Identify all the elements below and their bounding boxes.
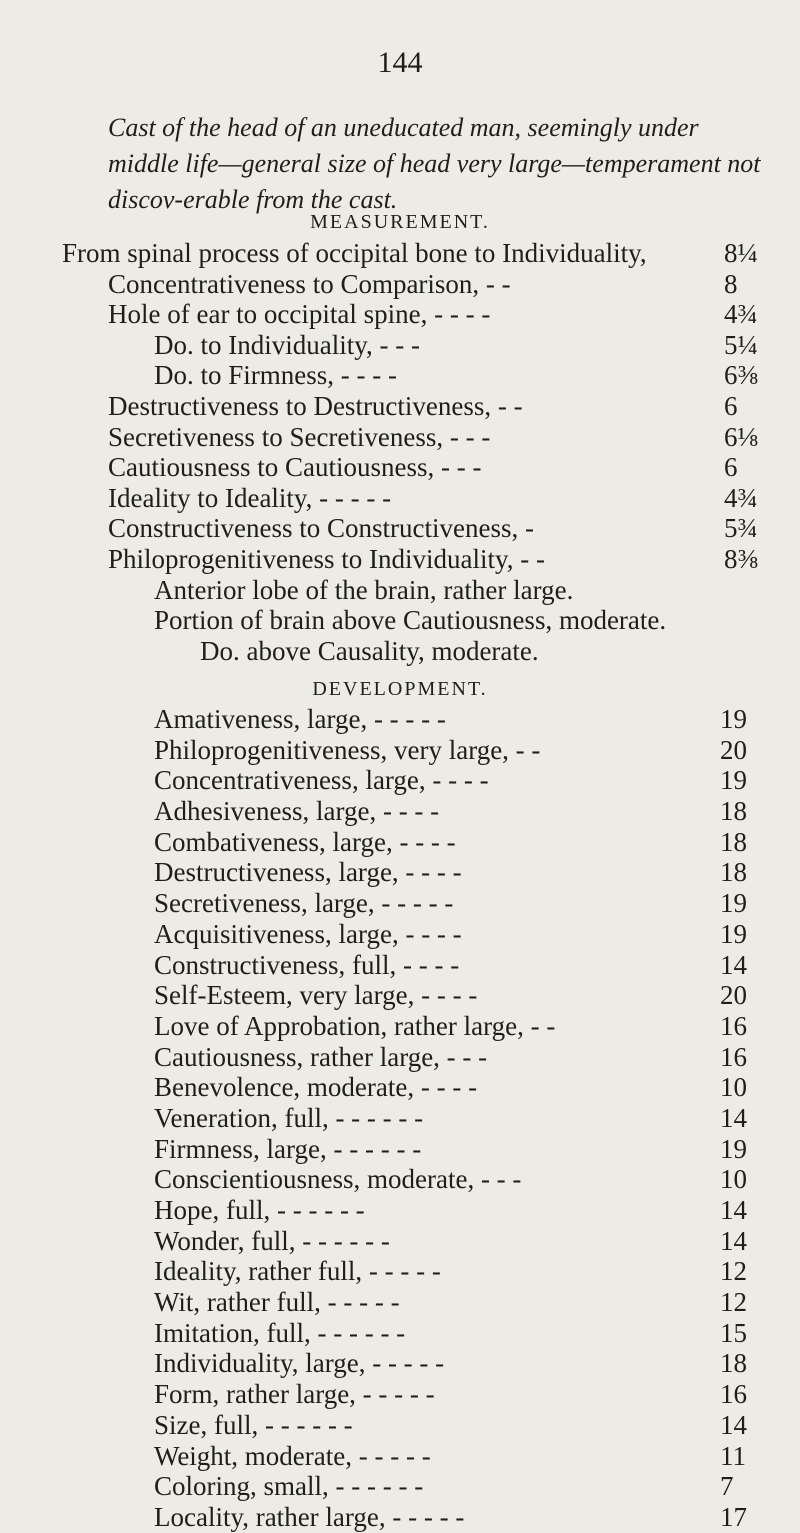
development-row [0,796,800,827]
faculty-value: 12 [720,1287,747,1318]
faculty-value: 20 [720,980,747,1011]
measurement-value: 6⅛ [724,421,758,452]
measurement-label: Cautiousness to Cautiousness, - - - [108,452,482,483]
faculty-value: 14 [720,1195,747,1225]
faculty-value: 18 [720,857,747,888]
measurement-value: 8¼ [724,238,758,268]
faculty-label: Concentrativeness, large, - - - - [154,765,489,796]
faculty-label: Wonder, full, - - - - - - [154,1225,390,1256]
measurement-label: Destructiveness to Destructiveness, - - [108,390,523,421]
faculty-value: 16 [720,1041,747,1072]
faculty-value: 14 [720,949,747,980]
faculty-value: 14 [720,1102,747,1133]
faculty-value: 19 [720,918,747,949]
measurement-note [0,605,800,636]
development-row [0,1256,800,1287]
measurement-row [0,238,800,269]
faculty-label: Secretiveness, large, - - - - - [154,888,454,919]
faculty-value: 19 [720,888,747,919]
faculty-label: Veneration, full, - - - - - - [154,1102,424,1133]
development-row [0,1502,800,1533]
development-row [0,980,800,1011]
development-row [0,1134,800,1165]
development-row [0,1348,800,1379]
development-row [0,919,800,950]
development-row [0,1226,800,1257]
faculty-value: 18 [720,796,747,827]
faculty-value: 20 [720,734,747,765]
development-row [0,735,800,766]
measurement-value: 6⅜ [724,360,758,391]
faculty-label: Coloring, small, - - - - - - [154,1471,424,1502]
faculty-label: Firmness, large, - - - - - - [154,1133,422,1164]
measurement-label: Do. above Causality, moderate. [200,635,539,666]
faculty-label: Amativeness, large, - - - - - [154,704,446,734]
development-row [0,827,800,858]
measurement-label: Do. to Firmness, - - - - [154,360,397,391]
development-row [0,1195,800,1226]
measurement-label: Do. to Individuality, - - - [154,329,420,360]
development-row [0,1379,800,1410]
faculty-label: Benevolence, moderate, - - - - [154,1072,478,1103]
measurement-label: Constructiveness to Constructiveness, - [108,513,534,544]
page-number: 144 [377,46,423,79]
development-row [0,1318,800,1349]
faculty-value: 12 [720,1256,747,1287]
faculty-value: 18 [720,1348,747,1379]
faculty-label: Imitation, full, - - - - - - [154,1317,406,1348]
faculty-label: Locality, rather large, - - - - - [154,1501,465,1532]
development-row [0,1164,800,1195]
measurement-row [0,330,800,361]
measurement-value: 8 [724,268,738,299]
development-row [0,888,800,919]
faculty-label: Size, full, - - - - - - [154,1409,353,1440]
development-row [0,1441,800,1472]
intro-paragraph: Cast of the head of an uneducated man, seemingly under middle life—general size of head very large—temperament not discov-erable from the cast. [108,113,761,214]
measurement-value: 6 [724,390,738,421]
faculty-value: 17 [720,1501,747,1532]
measurement-note [0,636,800,667]
faculty-label: Conscientiousness, moderate, - - - [154,1164,522,1195]
faculty-label: Individuality, large, - - - - - [154,1348,445,1379]
faculty-label: Philoprogenitiveness, very large, - - [154,734,541,765]
faculty-value: 10 [720,1164,747,1195]
faculty-label: Love of Approbation, rather large, - - [154,1010,556,1041]
faculty-label: Constructiveness, full, - - - - [154,949,460,980]
faculty-label: Wit, rather full, - - - - - [154,1287,400,1318]
development-row [0,1103,800,1134]
faculty-value: 11 [720,1440,746,1471]
development-row [0,1471,800,1502]
measurement-label: Anterior lobe of the brain, rather large. [154,574,574,605]
faculty-value: 14 [720,1225,747,1256]
development-row [0,1287,800,1318]
faculty-label: Form, rather large, - - - - - [154,1379,435,1410]
faculty-label: Self-Esteem, very large, - - - - [154,980,478,1011]
measurement-label: Secretiveness to Secretiveness, - - - [108,421,491,452]
measurement-label: From spinal process of occipital bone to Individuality, [62,238,647,268]
development-heading: DEVELOPMENT. [312,678,488,700]
faculty-label: Ideality, rather full, - - - - - [154,1256,441,1287]
faculty-value: 15 [720,1317,747,1348]
measurement-label: Portion of brain above Cautiousness, moderate. [154,605,667,636]
faculty-value: 16 [720,1379,747,1410]
measurement-label: Hole of ear to occipital spine, - - - - [108,299,491,330]
faculty-value: 16 [720,1010,747,1041]
faculty-value: 19 [720,704,747,734]
development-row [0,765,800,796]
measurement-row [0,269,800,300]
development-row [0,704,800,735]
measurement-value: 6 [724,452,738,483]
measurement-row [0,452,800,483]
measurement-label: Philoprogenitiveness to Individuality, - - [108,543,545,574]
measurement-value: 5¾ [724,513,758,544]
development-row [0,1072,800,1103]
faculty-label: Destructiveness, large, - - - - [154,857,462,888]
development-row [0,950,800,981]
measurement-label: Ideality to Ideality, - - - - - [108,482,392,513]
measurement-label: Concentrativeness to Comparison, - - [108,268,511,299]
measurement-note [0,575,800,606]
measurement-heading: MEASUREMENT. [310,211,490,233]
development-row [0,1410,800,1441]
faculty-label: Weight, moderate, - - - - - [154,1440,431,1471]
measurement-value: 8⅜ [724,543,758,574]
development-row [0,1011,800,1042]
development-list [0,704,800,1533]
development-row [0,1042,800,1073]
faculty-label: Acquisitiveness, large, - - - - [154,918,462,949]
faculty-value: 19 [720,765,747,796]
faculty-label: Cautiousness, rather large, - - - [154,1041,488,1072]
measurement-value: 4¾ [724,299,758,330]
measurement-value: 4¾ [724,482,758,513]
measurement-row [0,483,800,514]
faculty-value: 10 [720,1072,747,1103]
measurement-value: 5¼ [724,329,758,360]
measurement-row [0,513,800,544]
faculty-value: 18 [720,826,747,857]
measurement-row [0,360,800,391]
faculty-value: 19 [720,1133,747,1164]
measurement-row [0,422,800,453]
faculty-label: Adhesiveness, large, - - - - [154,796,440,827]
development-row [0,857,800,888]
faculty-value: 14 [720,1409,747,1440]
faculty-label: Combativeness, large, - - - - [154,826,456,857]
measurement-row [0,299,800,330]
measurement-row [0,391,800,422]
measurement-list [0,238,800,666]
faculty-label: Hope, full, - - - - - - [154,1195,365,1225]
faculty-value: 7 [720,1471,734,1502]
measurement-row [0,544,800,575]
